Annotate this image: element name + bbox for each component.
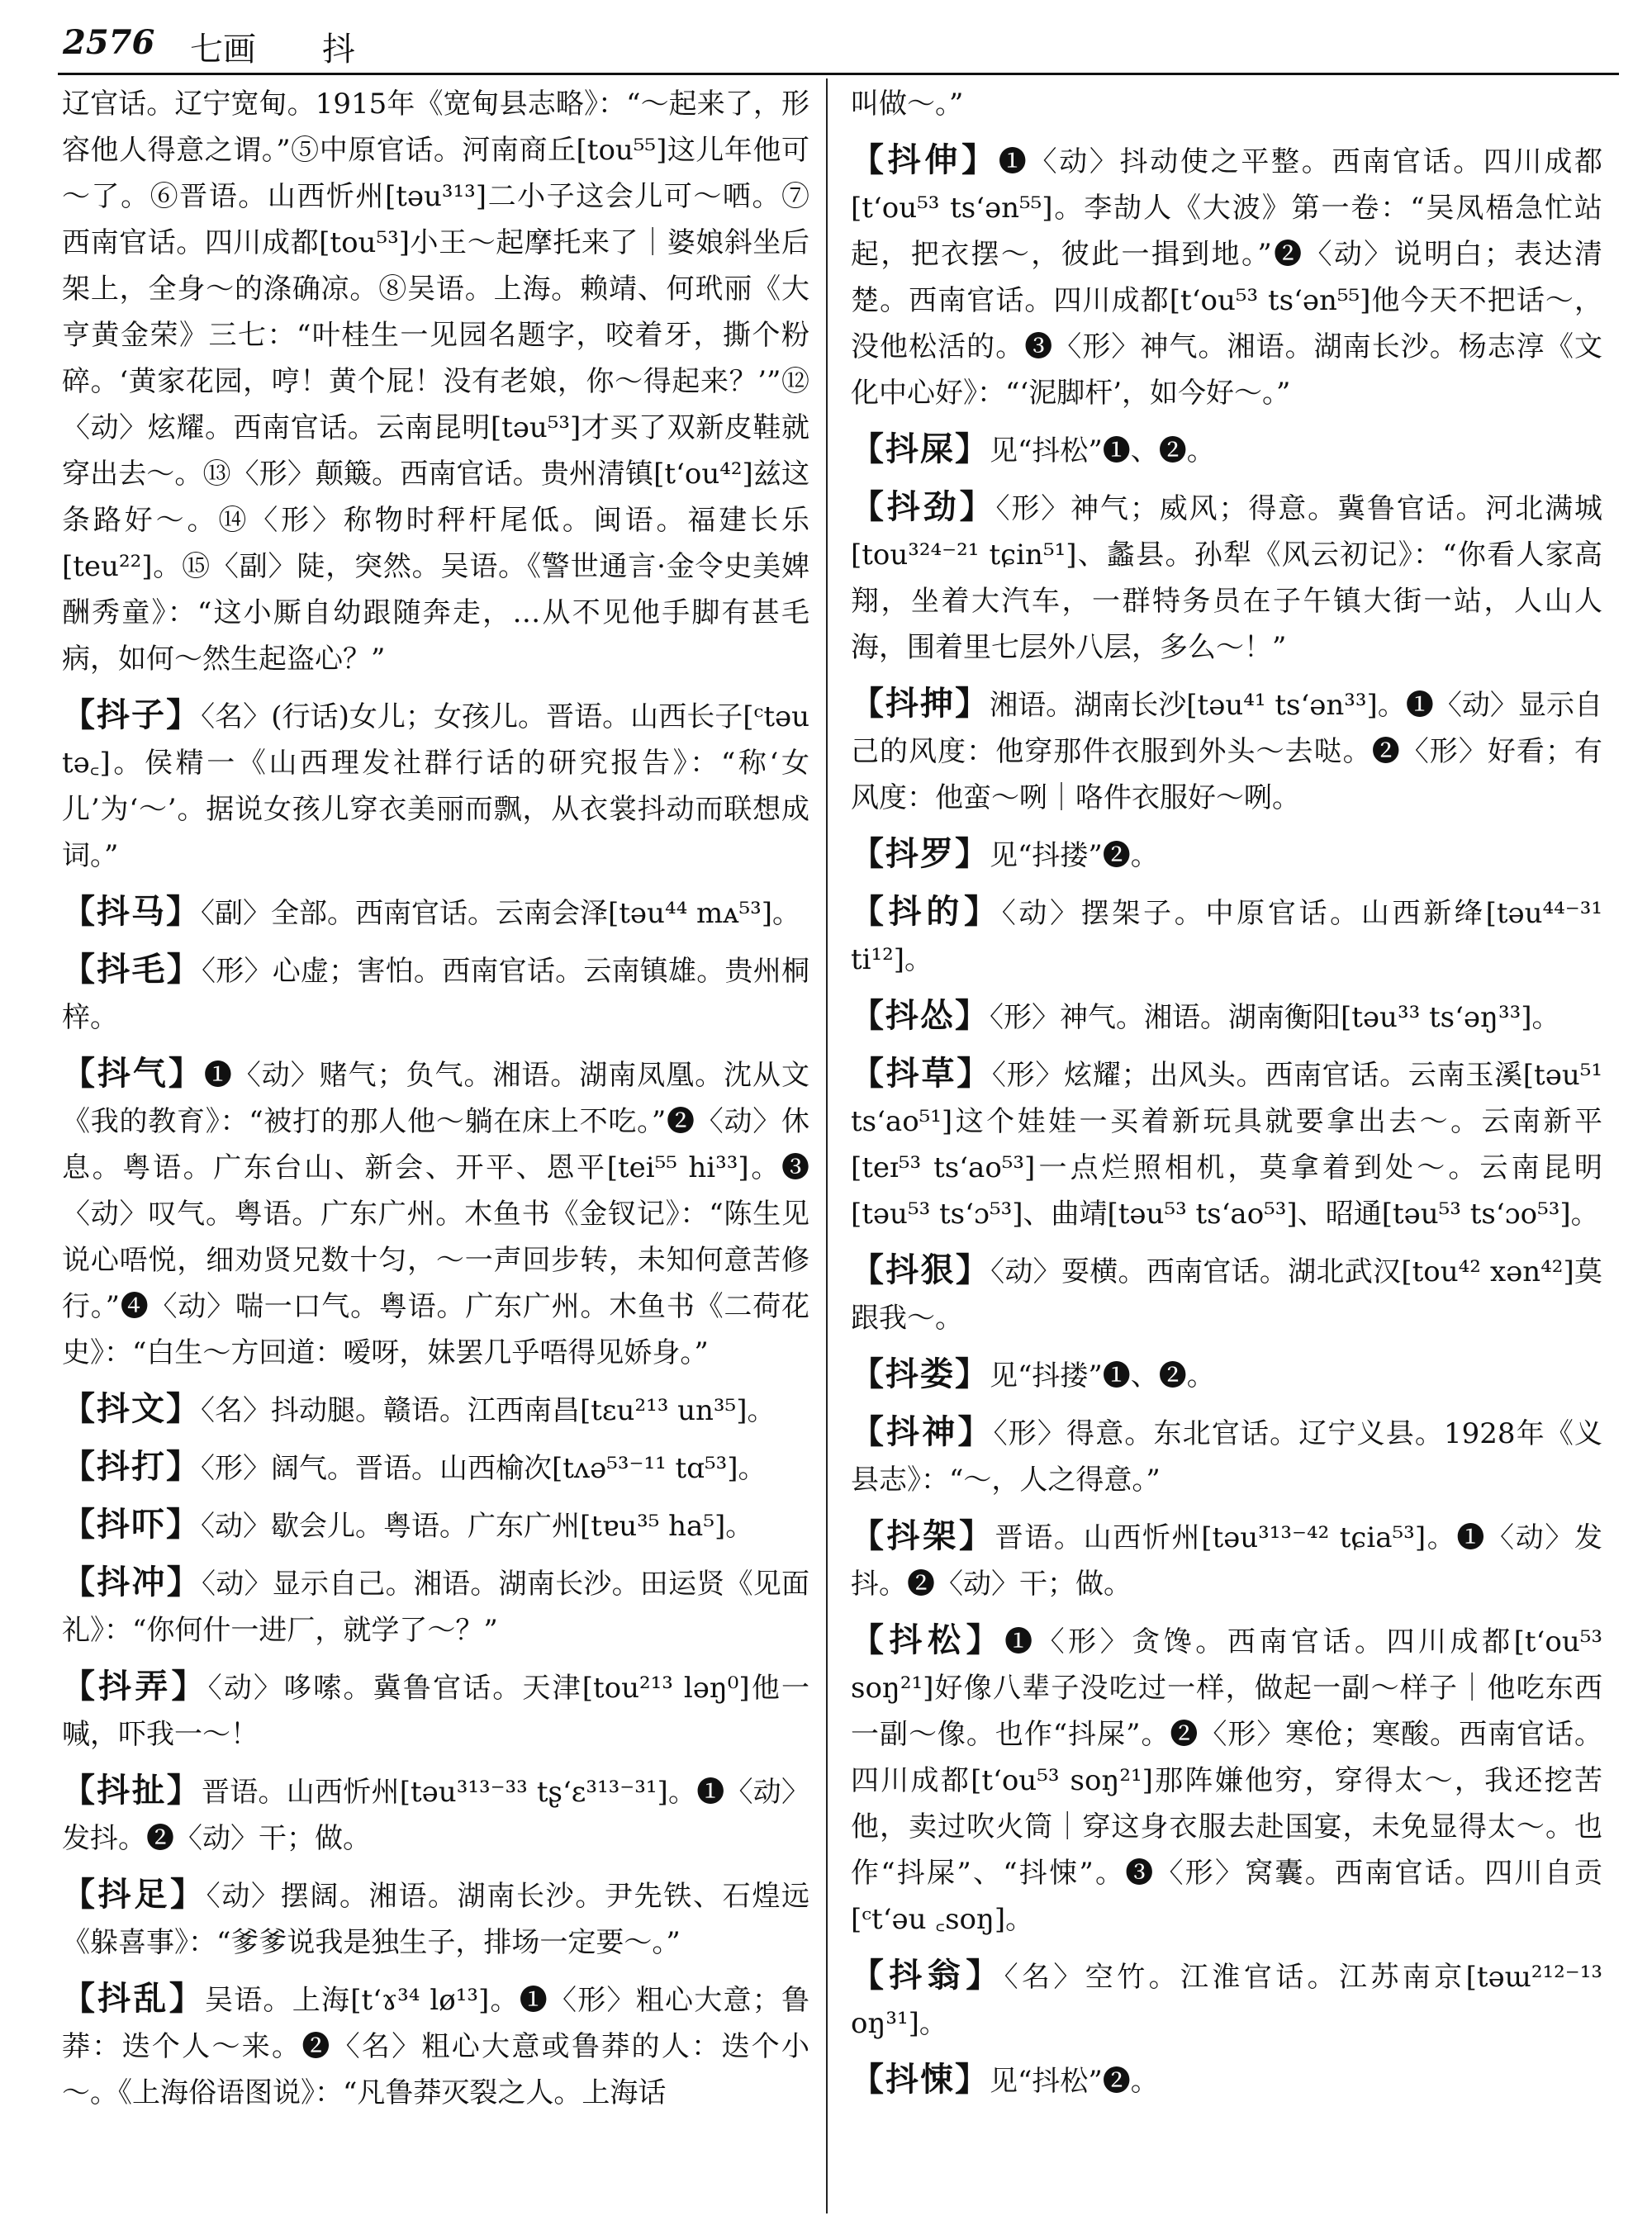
- entry-definition: 见“抖松”❶、❷。: [990, 434, 1215, 467]
- entry-definition: 〈动〉哆嗦。冀鲁官话。天津[tou²¹³ ləŋ⁰]他一喊，吓我一～！: [62, 1672, 809, 1751]
- entry-headword: 【抖弄】: [62, 1667, 208, 1706]
- entry-definition: 〈名〉(行话)女儿；女孩儿。晋语。山西长子[ᶜtəu tə꜀]。侯精一《山西理发社群行话的研究报告》：“称‘女儿’为‘～’。据说女孩儿穿衣美丽而飘，从衣裳抖动而联想成词。”: [62, 700, 809, 872]
- entry-headword: 【抖气】: [62, 1054, 204, 1093]
- entry-headword: 【抖娄】: [851, 1355, 990, 1393]
- entry-headword: 【抖文】: [62, 1389, 201, 1428]
- entry-definition: 〈名〉抖动腿。赣语。江西南昌[tɛu²¹³ un³⁵]。: [201, 1394, 776, 1427]
- dictionary-entry: [62, 692, 809, 879]
- dictionary-entry: [851, 831, 1602, 879]
- entry-definition: ❶〈动〉抖动使之平整。西南官话。四川成都[t‘ou⁵³ ts‘ən⁵⁵]。李劼人《大波》第一卷：“吴凤梧急忙站起，把衣摆～，彼此一揖到地。”❷〈动〉说明白；表达清楚。西南官话。四川成都[t‘ou⁵³ ts‘ən⁵⁵]他今天不把话～，没他松活的。❸〈形〉神气。湘语。湖南长沙。杨志淳《文化中心好》：“‘泥脚杆’，如今好～。”: [851, 145, 1602, 410]
- entry-definition: 〈动〉歇会儿。粤语。广东广州[tɐu³⁵ ha⁵]。: [201, 1510, 754, 1543]
- dictionary-entry: [851, 426, 1602, 474]
- entry-definition: 〈动〉摆阔。湘语。湖南长沙。尹先铁、石煌远《躲喜事》：“爹爹说我是独生子，排场一定要～。”: [62, 1880, 809, 1959]
- dictionary-entry: [851, 1351, 1602, 1399]
- left-column: [62, 81, 809, 2220]
- entry-definition: 〈动〉耍横。西南官话。湖北武汉[tou⁴² xən⁴²]莫跟我～。: [851, 1255, 1602, 1335]
- dictionary-entry: [62, 1386, 809, 1434]
- entry-definition: 见“抖搂”❷。: [990, 839, 1159, 872]
- entry-definition: 辽官话。辽宁宽甸。1915年《宽甸县志略》：“～起来了，形容他人得意之谓。”⑤中原官话。河南商丘[tou⁵⁵]这儿年他可～了。⑥晋语。山西忻州[təu³¹³]二小子这会儿可～哂。⑦西南官话。四川成都[tou⁵³]小王～起摩托来了｜婆娘斜坐后架上，全身～的涤确凉。⑧吴语。上海。赖靖、何玳丽《大亨黄金荣》三七：“叶桂生一见园名题字，咬着牙，撕个粉碎。‘黄家花园，哼！黄个屁！没有老娘，你～得起来？’”⑫〈动〉炫耀。西南官话。云南昆明[təu⁵³]才买了双新皮鞋就穿出去～。⑬〈形〉颠簸。西南官话。贵州清镇[t‘ou⁴²]兹这条路好～。⑭〈形〉称物时秤杆尾低。闽语。福建长乐[teu²²]。⑮〈副〉陡，突然。吴语。《警世通言·金令史美婢酬秀童》：“这小厮自幼跟随奔走，…从不见他手脚有甚毛病，如何～然生起盗心？”: [62, 88, 809, 676]
- entry-headword: 【抖伸】: [851, 140, 999, 179]
- entry-headword: 【抖翁】: [851, 1956, 1004, 1995]
- entry-definition: 〈形〉阔气。晋语。山西榆次[tʌə⁵³⁻¹¹ tɑ⁵³]。: [201, 1452, 767, 1485]
- entry-definition: 晋语。山西忻州[təu³¹³⁻³³ tʂ‘ɛ³¹³⁻³¹]。❶〈动〉发抖。❷〈动〉干；做。: [62, 1776, 809, 1855]
- entry-headword: 【抖的】: [851, 892, 1002, 931]
- dictionary-entry: [62, 947, 809, 1041]
- entry-headword: 【抖狠】: [851, 1250, 991, 1289]
- page-header: [58, 15, 1619, 75]
- entry-headword: 【抖草】: [851, 1054, 992, 1093]
- entry-headword: 【抖乱】: [62, 1979, 205, 2018]
- dictionary-entry: [851, 1617, 1602, 1943]
- dictionary-entry: [851, 681, 1602, 821]
- running-head-character: 抖: [322, 31, 355, 69]
- dictionary-entry: [851, 1051, 1602, 1237]
- entry-definition: 〈形〉心虚；害怕。西南官话。云南镇雄。贵州桐梓。: [62, 955, 809, 1034]
- dictionary-entry: [62, 1767, 809, 1862]
- dictionary-entry: [62, 1663, 809, 1758]
- dictionary-entry: [62, 1051, 809, 1376]
- entry-definition: 〈形〉得意。东北官话。辽宁义县。1928年《义县志》：“～，人之得意。”: [851, 1417, 1602, 1497]
- right-column: [851, 81, 1602, 2220]
- entry-headword: 【抖子】: [62, 695, 202, 734]
- entry-headword: 【抖抻】: [851, 684, 990, 723]
- entry-headword: 【抖神】: [851, 1412, 994, 1451]
- entry-headword: 【抖屎】: [851, 429, 990, 468]
- section-label: 七画: [190, 31, 256, 69]
- dictionary-entry: [851, 1409, 1602, 1503]
- entry-definition: 〈形〉神气；威风；得意。冀鲁官话。河北满城[tou³²⁴⁻²¹ tɕin⁵¹]、蠡县。孙犁《风云初记》：“你看人家高翔，坐着大汽车，一群特务员在子午镇大街一站，人山人海，围着里七层外八层，多么～！”: [851, 492, 1602, 664]
- entry-headword: 【抖足】: [62, 1875, 206, 1914]
- entry-headword: 【抖冲】: [62, 1563, 202, 1601]
- dictionary-entry: [851, 889, 1602, 983]
- dictionary-entry: [851, 484, 1602, 671]
- entry-headword: 【抖悚】: [851, 2060, 990, 2099]
- dictionary-entry: [62, 1872, 809, 1966]
- entry-definition: 叫做～。”: [851, 88, 964, 121]
- entry-definition: 〈形〉炫耀；出风头。西南官话。云南玉溪[təu⁵¹ ts‘ao⁵¹]这个娃娃一买着新玩具就要拿出去～。云南新平[teɪ⁵³ ts‘ao⁵³]一点烂照相机，莫拿着到处～。云南昆明[təu⁵³ ts‘ɔ⁵³]、曲靖[təu⁵³ ts‘ao⁵³]、昭通[təu⁵³ ts‘ɔo⁵³]。: [851, 1059, 1602, 1231]
- dictionary-entry: [62, 1976, 809, 2116]
- entry-headword: 【抖劲】: [851, 487, 996, 526]
- dictionary-entry: [62, 889, 809, 937]
- page-number: 2576: [63, 23, 155, 62]
- dictionary-entry: [62, 1444, 809, 1492]
- entry-definition: 〈形〉神气。湘语。湖南衡阳[təu³³ ts‘əŋ³³]。: [990, 1001, 1560, 1034]
- entry-headword: 【抖打】: [62, 1447, 201, 1486]
- entry-headword: 【抖马】: [62, 892, 201, 931]
- dictionary-entry: [851, 2057, 1602, 2104]
- entry-headword: 【抖怂】: [851, 996, 990, 1035]
- dictionary-entry: [62, 81, 809, 682]
- entry-definition: 湘语。湖南长沙[təu⁴¹ ts‘ən³³]。❶〈动〉显示自己的风度：他穿那件衣服到外头～去哒。❷〈形〉好看；有风度：他蛮～咧｜咯件衣服好～咧。: [851, 689, 1602, 814]
- entry-headword: 【抖架】: [851, 1516, 995, 1555]
- dictionary-entry: [851, 137, 1602, 416]
- column-divider: [826, 78, 828, 2213]
- entry-definition: 〈副〉全部。西南官话。云南会泽[təu⁴⁴ mᴀ⁵³]。: [201, 897, 800, 930]
- entry-definition: 见“抖搂”❶、❷。: [990, 1359, 1215, 1393]
- entry-definition: ❶〈动〉赌气；负气。湘语。湖南凤凰。沈从文《我的教育》：“被打的那人他～躺在床上不吃。”❷〈动〉休息。粤语。广东台山、新会、开平、恩平[tei⁵⁵ hi³³]。❸〈动〉叹气。粤语。广东广州。木鱼书《金钗记》：“陈生见说心唔悦，细劝贤兄数十匀，～一声回步转，未知何意苦修行。”❹〈动〉喘一口气。粤语。广东广州。木鱼书《二荷花史》：“白生～方回道：嗳呀，妹罢几乎唔得见娇身。”: [62, 1059, 809, 1369]
- entry-definition: 晋语。山西忻州[təu³¹³⁻⁴² tɕia⁵³]。❶〈动〉发抖。❷〈动〉干；做。: [851, 1521, 1602, 1601]
- entry-definition: ❶〈形〉贪馋。西南官话。四川成都[t‘ou⁵³ soŋ²¹]好像八辈子没吃过一样，做起一副～样子｜他吃东西一副～像。也作“抖屎”。❷〈形〉寒伧；寒酸。西南官话。四川成都[t‘ou⁵³ soŋ²¹]那阵嫌他穷，穿得太～，我还挖苦他，卖过吹火筒｜穿这身衣服去赴国宴，未免显得太～。也作“抖屎”、“抖悚”。❸〈形〉窝囊。西南官话。四川自贡[ᶜt‘əu ꜀soŋ]。: [851, 1625, 1602, 1936]
- dictionary-entry: [62, 1559, 809, 1654]
- dictionary-entry: [62, 1502, 809, 1549]
- dictionary-entry: [851, 81, 1602, 127]
- dictionary-entry: [851, 1513, 1602, 1607]
- entry-definition: 〈名〉空竹。江淮官话。江苏南京[təɯ²¹²⁻¹³ oŋ³¹]。: [851, 1961, 1602, 2040]
- entry-headword: 【抖罗】: [851, 834, 990, 873]
- entry-definition: 〈动〉摆架子。中原官话。山西新绛[təu⁴⁴⁻³¹ ti¹²]。: [851, 897, 1602, 976]
- entry-headword: 【抖吓】: [62, 1505, 201, 1544]
- entry-headword: 【抖扯】: [62, 1771, 202, 1810]
- dictionary-entry: [851, 1952, 1602, 2047]
- entry-headword: 【抖毛】: [62, 950, 202, 989]
- dictionary-entry: [851, 1247, 1602, 1341]
- entry-headword: 【抖松】: [851, 1620, 1005, 1659]
- entry-definition: 〈动〉显示自己。湘语。湖南长沙。田运贤《见面礼》：“你何什一进厂，就学了～？”: [62, 1568, 809, 1647]
- entry-definition: 见“抖松”❷。: [990, 2065, 1159, 2098]
- entry-definition: 吴语。上海[t‘ɤ³⁴ lø¹³]。❶〈形〉粗心大意；鲁莽：迭个人～来。❷〈名〉粗心大意或鲁莽的人：迭个小～。《上海俗语图说》：“凡鲁莽灭裂之人。上海话: [62, 1984, 809, 2109]
- dictionary-entry: [851, 993, 1602, 1041]
